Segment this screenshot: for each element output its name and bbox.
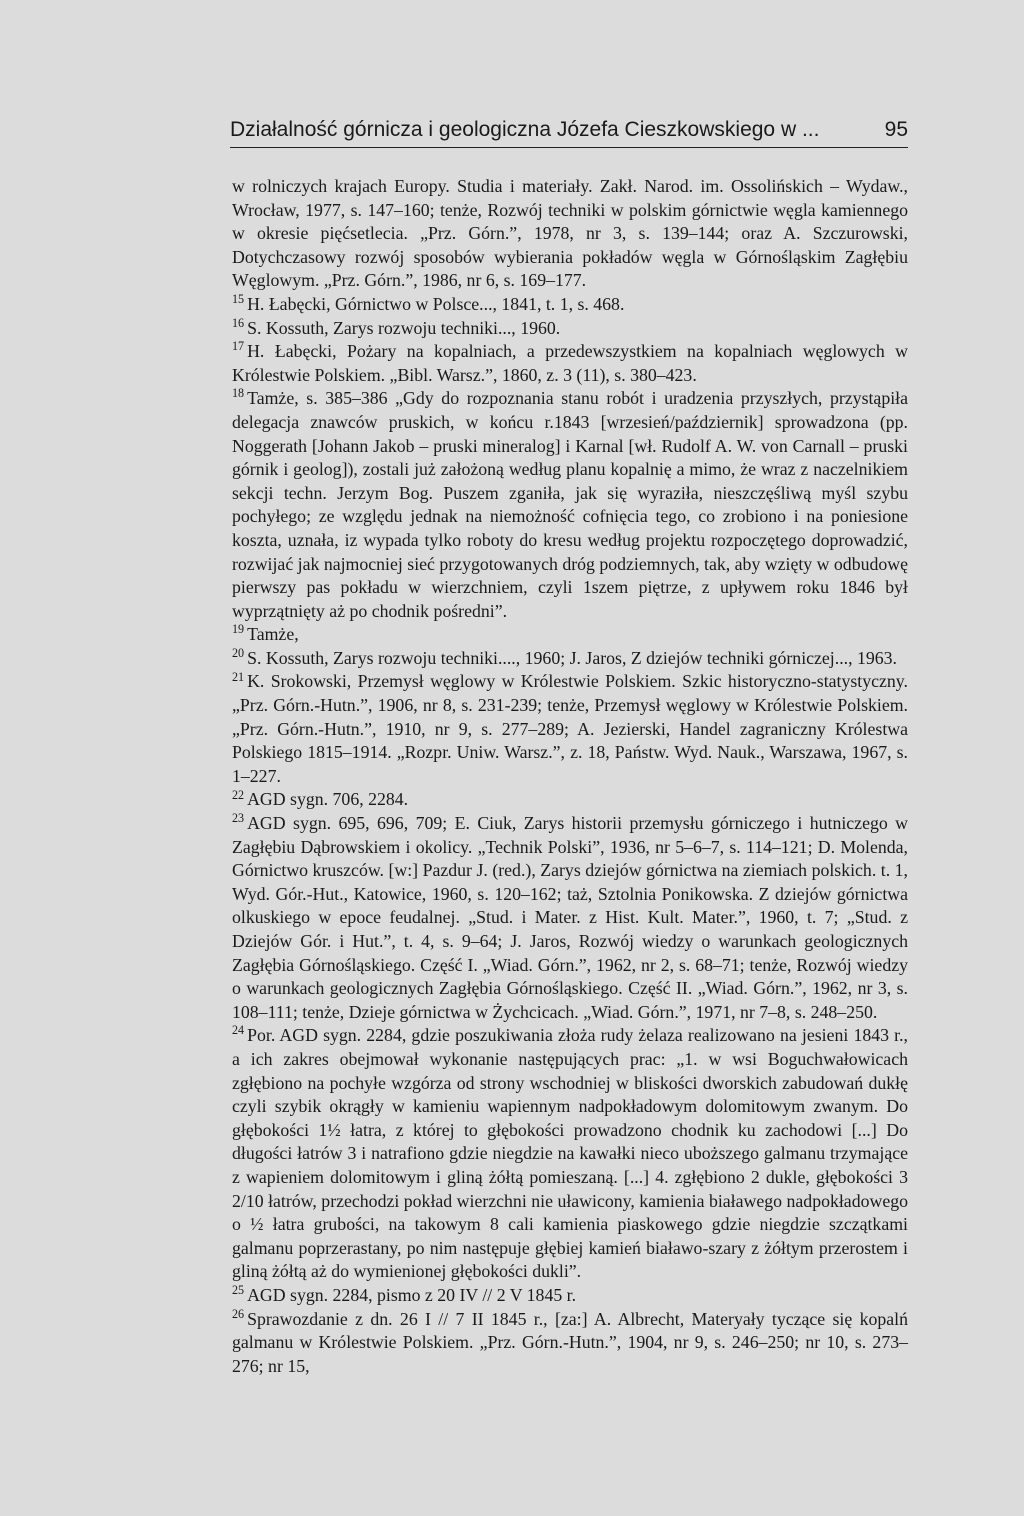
footnote-number: 17 [232, 339, 245, 354]
footnote-number: 15 [232, 292, 245, 307]
footnote-text: Sprawozdanie z dn. 26 I // 7 II 1845 r., [za:] A. Albrecht, Materyały tyczące się kopalń galmanu w Królestwie Polskiem. „Prz. Górn.-Hutn.”, 1904, nr 9, s. 246–250; nr 10, s. 273–276; nr 15, [232, 1308, 908, 1376]
footnote-text: S. Kossuth, Zarys rozwoju techniki...., 1960; J. Jaros, Z dziejów techniki górniczej..., 1963. [247, 647, 897, 668]
footnote-text: Tamże, s. 385–386 „Gdy do rozpoznania stanu robót i uradzenia przyszłych, przystąpiła delegacja znawców pruskich, w końcu r.1843 [wrzesień/październik] sprowadzona (pp. Noggerath [Johann Jakob – pruski mineralog] i Karnal [wł. Rudolf A. W. von Carnall – pruski górnik i geolog]), zostali już założoną według planu kopalnię a mimo, że wraz z naczelnikiem sekcji techn. Jerzym Bog. Puszem zganiła, jak się wyraziła, nieszczęśliwą myśl szybu pochyłego; ze względu jednak na niemożność cofnięcia tego, co zrobiono i na poniesione koszta, uznała, iz wypada tylko roboty do kresu według projektu rozpoczętego doprowadzić, rozwijać jak najmocniej sieć przygotowanych dróg podziemnych, tak, aby wzięty w odbudowę pierwszy pas pokładu w wierzchniem, czyli 1szem piętrze, z upływem roku 1846 był wyprzątnięty aż po chodnik pośredni”. [232, 388, 908, 621]
footnote-number: 16 [232, 315, 245, 330]
footnote-17 [232, 340, 908, 387]
footnote-text: AGD sygn. 695, 696, 709; E. Ciuk, Zarys historii przemysłu górniczego i hutniczego w Zagłębiu Dąbrowskiem i okolicy. „Technik Polski”, 1936, nr 5–6–7, s. 114–121; D. Molenda, Górnictwo kruszców. [w:] Pazdur J. (red.), Zarys dziejów górnictwa na ziemiach polskich. t. 1, Wyd. Gór.-Hut., Katowice, 1960, s. 120–162; taż, Sztolnia Ponikowska. Z dziejów górnictwa olkuskiego w epoce feudalnej. „Stud. i Mater. z Hist. Kult. Mater.”, 1960, t. 7; „Stud. z Dziejów Gór. i Hut.”, t. 4, s. 9–64; J. Jaros, Rozwój wiedzy o warunkach geologicznych Zagłębia Górnośląskiego. Część I. „Wiad. Górn.”, 1962, nr 2, s. 68–71; tenże, Rozwój wiedzy o warunkach geologicznych Zagłębia Górnośląskiego. Część II. „Wiad. Górn.”, 1962, nr 3, s. 108–111; tenże, Dzieje górnictwa w Żychcicach. „Wiad. Górn.”, 1971, nr 7–8, s. 248–250. [232, 813, 908, 1022]
footnote-text: K. Srokowski, Przemysł węglowy w Królestwie Polskiem. Szkic historyczno-statystyczny. „Prz. Górn.-Hutn.”, 1906, nr 8, s. 231-239; tenże, Przemysł węglowy w Królestwie Polskiem. „Prz. Górn.-Hutn.”, 1910, nr 9, s. 277–289; A. Jezierski, Handel zagraniczny Królestwa Polskiego 1815–1914. „Rozpr. Uniw. Warsz.”, z. 18, Państw. Wyd. Nauk., Warszawa, 1967, s. 1–227. [232, 671, 908, 786]
footnote-text: AGD sygn. 2284, pismo z 20 IV // 2 V 1845 r. [247, 1284, 577, 1305]
footnote-number: 18 [232, 386, 245, 401]
footnote-number: 23 [232, 811, 245, 826]
footnote-25 [232, 1284, 908, 1308]
footnote-text: H. Łabęcki, Pożary na kopalniach, a przedewszystkiem na kopalniach węglowych w Królestwie Polskiem. „Bibl. Warsz.”, 1860, z. 3 (11), s. 380–423. [232, 341, 908, 385]
footnote-18 [232, 387, 908, 623]
running-header [230, 117, 908, 143]
footnote-24 [232, 1024, 908, 1284]
footnote-text: AGD sygn. 706, 2284. [247, 789, 409, 810]
footnote-26 [232, 1308, 908, 1379]
footnotes [232, 175, 908, 1378]
footnote-22 [232, 788, 908, 812]
footnote-20 [232, 647, 908, 671]
footnote-number: 25 [232, 1282, 245, 1297]
footnote-number: 21 [232, 669, 245, 684]
footnote-number: 20 [232, 645, 245, 660]
footnote-19 [232, 623, 908, 647]
footnote-number: 22 [232, 787, 245, 802]
header-rule [230, 147, 908, 148]
footnote-number: 26 [232, 1306, 245, 1321]
footnote-number: 19 [232, 622, 245, 637]
footnote-21 [232, 670, 908, 788]
footnote-text: H. Łabęcki, Górnictwo w Polsce..., 1841, t. 1, s. 468. [247, 293, 625, 314]
footnote-text: S. Kossuth, Zarys rozwoju techniki..., 1960. [247, 317, 561, 338]
running-title: Działalność górnicza i geologiczna Józefa Cieszkowskiego w ... [230, 118, 820, 141]
footnote-number: 24 [232, 1023, 245, 1038]
footnote-23 [232, 812, 908, 1024]
page-number: 95 [884, 118, 908, 141]
footnote-text: Por. AGD sygn. 2284, gdzie poszukiwania złoża rudy żelaza realizowano na jesieni 1843 r., a ich zakres obejmował wykonanie następujących prac: „1. w wsi Boguchwałowicach zgłębiono na pochyłe wzgórza od strony wschodniej w bliskości dworskich zabudowań dukłę czyli szybik okrągły w kamieniu wapiennym nadpokładowym dolomitowym zwanym. Do głębokości 1½ łatra, z której to głębokości prowadzono chodnik ku zachodowi [...] Do długości łatrów 3 i natrafiono gdzie niegdzie na kawałki nieco uboższego galmanu trzymające z wapieniem dolomitowym i gliną żółtą pomieszaną. [...] 4. zgłębiono 2 dukle, głębokości 3 2/10 łatrów, przechodzi pokład wierzchni nie uławicony, kamienia białawego nadpokładowego o ½ łatra grubości, na takowym 8 cali kamienia piaskowego gdzie niegdzie szczątkami galmanu poprzerastany, po nim następuje głębiej kamień białawo-szary z żółtym przerostem i gliną żółtą aż do wymienionej głębokości dukli”. [232, 1025, 908, 1282]
footnote-text: Tamże, [247, 624, 299, 645]
footnote-continuation [232, 175, 908, 293]
footnote-15 [232, 293, 908, 317]
footnote-text: w rolniczych krajach Europy. Studia i materiały. Zakł. Narod. im. Ossolińskich – Wydaw., Wrocław, 1977, s. 147–160; tenże, Rozwój techniki w polskim górnictwie węgla kamiennego w okresie pięćsetlecia. „Prz. Górn.”, 1978, nr 3, s. 139–144; oraz A. Szczurowski, Dotychczasowy rozwój sposobów wybierania pokładów węgla w Górnośląskim Zagłębiu Węglowym. „Prz. Górn.”, 1986, nr 6, s. 169–177. [232, 176, 908, 291]
footnote-16 [232, 317, 908, 341]
